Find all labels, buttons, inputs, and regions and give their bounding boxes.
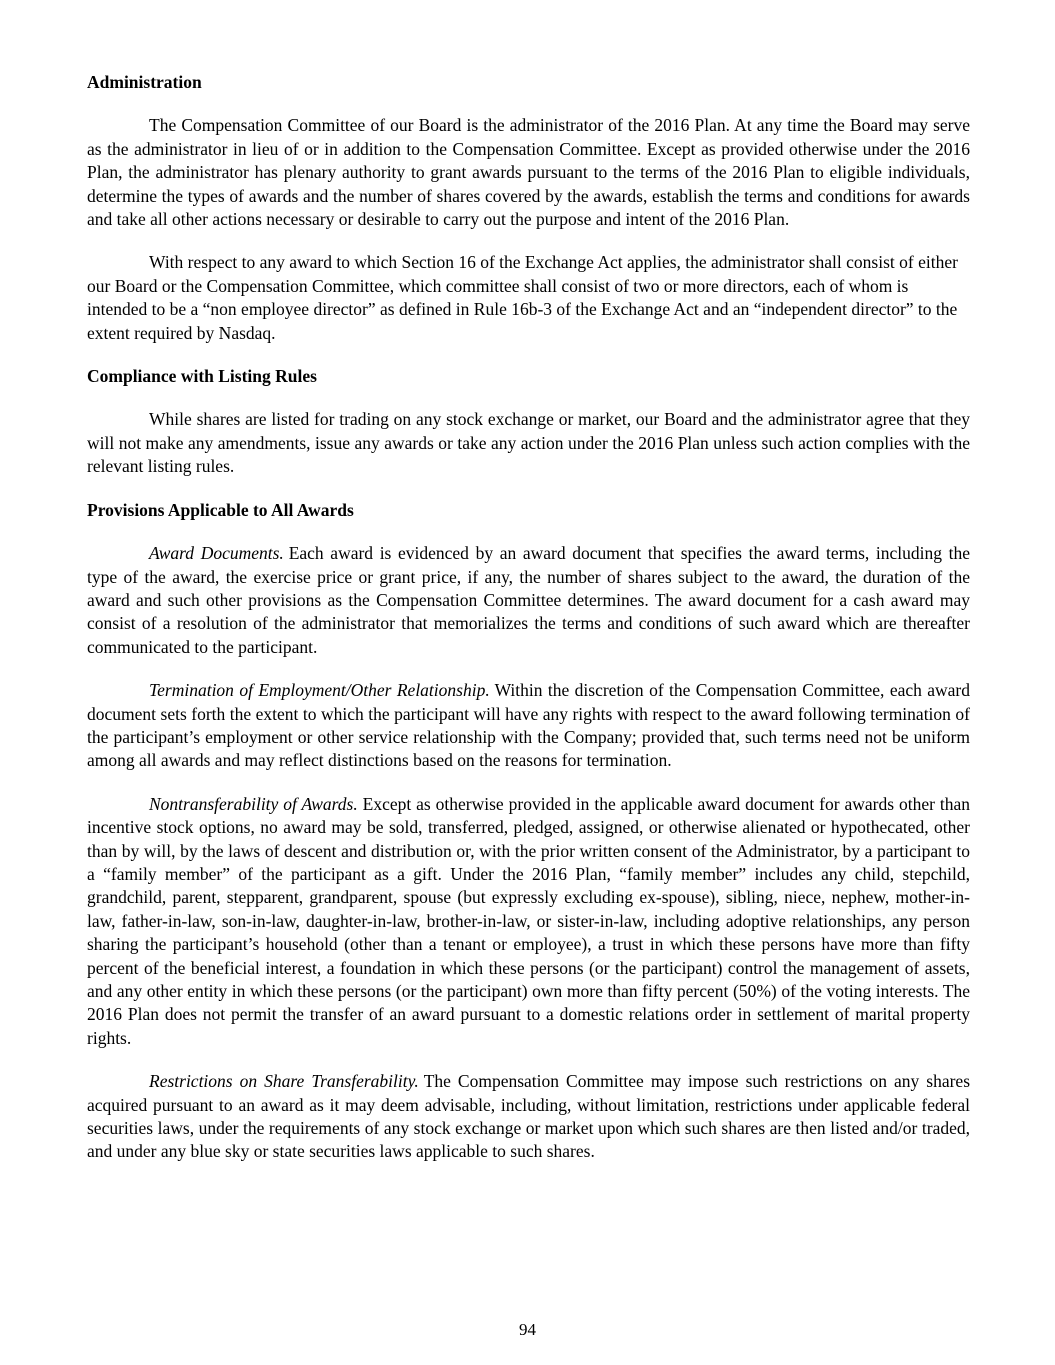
paragraph-lead-nontransferability-of-awards: Nontransferability of Awards.: [149, 793, 358, 814]
paragraph-termination-of-employment: [87, 679, 970, 773]
paragraph-award-documents: [87, 542, 970, 659]
paragraph-body-nontransferability-of-awards: Except as otherwise provided in the applicable award document for awards other than incentive stock options, no award may be sold, transferred, pledged, assigned, or otherwise alienated or hypothecated, other than by will, by the laws of descent and distribution or, with the prior written consent of the Administrator, by a participant to a “family member” of the participant as a gift. Under the 2016 Plan, “family member” includes any child, stepchild, grandchild, parent, stepparent, grandparent, spouse (but expressly excluding ex-spouse), sibling, niece, nephew, mother-in-law, father-in-law, son-in-law, daughter-in-law, brother-in-law, or sister-in-law, including adoptive relationships, any person sharing the participant’s household (other than a tenant or employee), a trust in which these persons have more than fifty percent of the beneficial interest, a foundation in which these persons (or the participant) control the management of assets, and any other entity in which these persons (or the participant) own more than fifty percent (50%) of the voting interests. The 2016 Plan does not permit the transfer of an award pursuant to a domestic relations order in settlement of marital property rights.: [87, 793, 970, 1048]
paragraph-body-award-documents: Each award is evidenced by an award document that specifies the award terms, including the type of the award, the exercise price or grant price, if any, the number of shares subject to the award, the duration of the award and such other provisions as the Compensation Committee determines. The award document for a cash award may consist of a resolution of the administrator that memorializes the terms and conditions of such award which are thereafter communicated to the participant.: [87, 543, 971, 657]
section-heading-provisions-applicable-to-all-awards: Provisions Applicable to All Awards: [87, 499, 354, 520]
page-number: 94: [519, 1320, 536, 1339]
paragraph-restrictions-on-share-transferability: [87, 1070, 970, 1164]
paragraph-lead-termination-of-employment: Termination of Employment/Other Relationship.: [149, 680, 490, 701]
paragraph-nontransferability-of-awards: [87, 793, 970, 1050]
section-heading-compliance-with-listing-rules: Compliance with Listing Rules: [87, 366, 317, 387]
paragraph-body-restrictions-on-share-transferability: The Compensation Committee may impose such restrictions on any shares acquired pursuant to an award as it may deem advisable, including, without limitation, restrictions under applicable federal securities laws, under the requirements of any stock exchange or market upon which such shares are then listed and/or traded, and under any blue sky or state securities laws applicable to such shares.: [87, 1071, 970, 1162]
paragraph-body-termination-of-employment: Within the discretion of the Compensation Committee, each award document sets forth the extent to which the participant will have any rights with respect to the award following termination of the participant’s employment or other service relationship with the Company; provided that, such terms need not be uniform among all awards and may reflect distinctions based on the reasons for termination.: [87, 680, 971, 771]
section-heading-administration: Administration: [87, 72, 202, 92]
paragraph-lead-award-documents: Award Documents.: [149, 543, 284, 564]
paragraph-administration-2: With respect to any award to which Section 16 of the Exchange Act applies, the administrator shall consist of either our Board or the Compensation Committee, which committee shall consist of two or more directors, each of whom is intended to be a “non employee director” as defined in Rule 16b-3 of the Exchange Act and an “independent director” to the extent required by Nasdaq.: [87, 252, 958, 343]
paragraph-compliance: While shares are listed for trading on any stock exchange or market, our Board and the administrator agree that they will not make any amendments, issue any awards or take any action under the 2016 Plan unless such action complies with the relevant listing rules.: [87, 409, 970, 477]
paragraph-lead-restrictions-on-share-transferability: Restrictions on Share Transferability.: [149, 1071, 419, 1092]
paragraph-administration-1: The Compensation Committee of our Board is the administrator of the 2016 Plan. At any time the Board may serve as the administrator in lieu of or in addition to the Compensation Committee. Except as provided otherwise under the 2016 Plan, the administrator has plenary authority to grant awards pursuant to the terms of the 2016 Plan to eligible individuals, determine the types of awards and the number of shares covered by the awards, establish the terms and conditions for awards and take all other actions necessary or desirable to carry out the purpose and intent of the 2016 Plan.: [87, 115, 970, 230]
